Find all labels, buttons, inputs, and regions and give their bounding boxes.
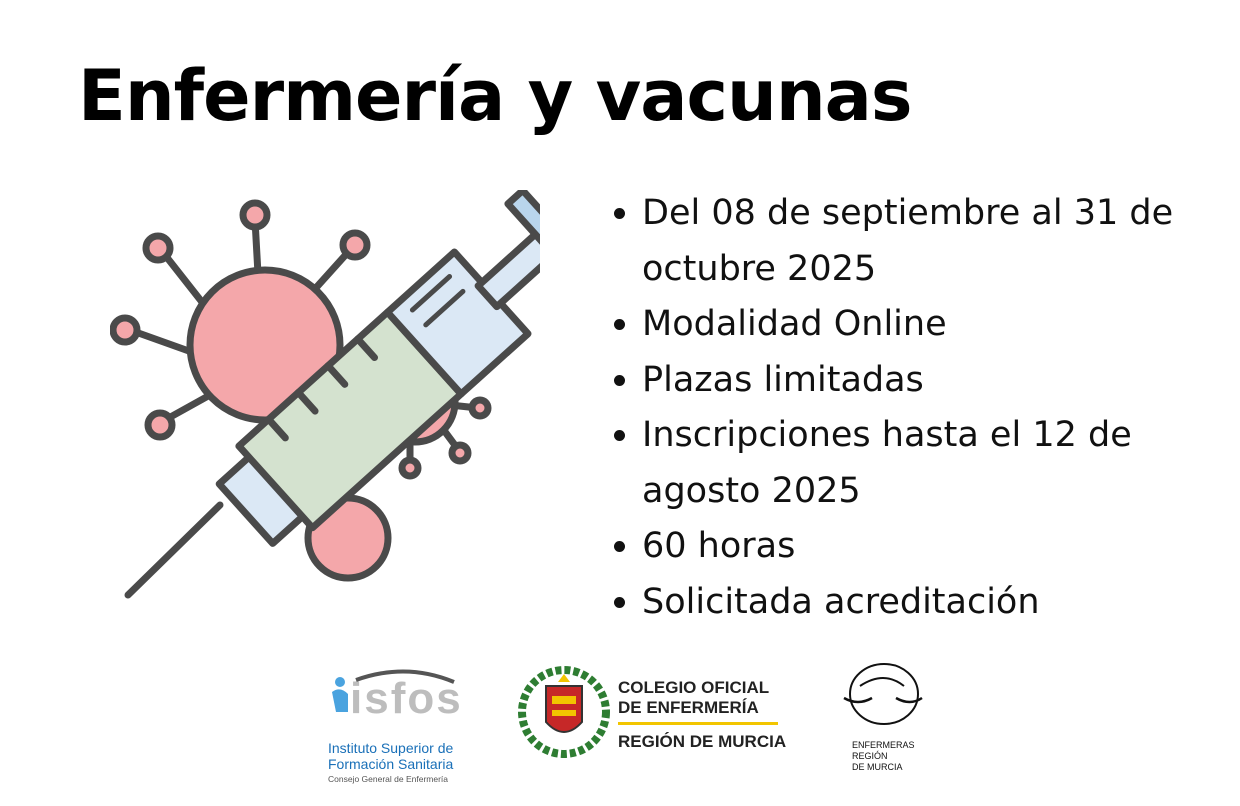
list-item-text: Modalidad Online [642, 304, 947, 344]
logos-footer [0, 650, 1240, 800]
page-title: Enfermería y vacunas [78, 55, 912, 137]
isfos-mark-icon [326, 668, 466, 728]
colegio-logo [518, 666, 788, 766]
list-item [610, 297, 1200, 353]
info-list [610, 186, 1200, 630]
colegio-line3: REGIÓN DE MURCIA [618, 732, 787, 751]
bullet-dot-icon [614, 597, 625, 608]
isfos-logo [326, 668, 466, 788]
list-item-text: Solicitada acreditación [642, 581, 1040, 622]
bullet-dot-icon [614, 319, 625, 330]
bullet-dot-icon [614, 375, 625, 386]
isfos-subtitle: Consejo General de Enfermería [328, 774, 449, 784]
bullet-dot-icon [614, 541, 625, 552]
list-item-text: 60 horas [642, 526, 796, 566]
list-item [610, 519, 1200, 575]
list-item [610, 186, 1200, 297]
enfermeras-line3: DE MURCIA [852, 762, 903, 772]
bullet-dot-icon [614, 208, 625, 219]
list-item-text: Plazas limitadas [642, 359, 924, 400]
colegio-line2: DE ENFERMERÍA [618, 698, 759, 717]
coat-of-arms-icon [518, 666, 610, 758]
list-item [610, 353, 1200, 409]
bullet-dot-icon [614, 430, 625, 441]
list-item-text: Inscripciones hasta el 12 de agosto 2025 [642, 415, 1132, 511]
enfermeras-line1: ENFERMERAS [852, 740, 915, 750]
hug-circle-icon [838, 656, 928, 736]
isfos-name-line1: Instituto Superior de [328, 740, 454, 756]
list-item [610, 408, 1200, 519]
list-item-text: Del 08 de septiembre al 31 de octubre 2025 [642, 193, 1174, 289]
list-item [610, 575, 1200, 631]
colegio-line1: COLEGIO OFICIAL [618, 678, 770, 697]
colegio-divider [618, 722, 778, 725]
enfermeras-logo [838, 656, 928, 776]
syringe-virus-icon [110, 190, 540, 610]
svg-text:isfos: isfos [350, 674, 463, 723]
enfermeras-line2: REGIÓN [852, 751, 888, 761]
isfos-name-line2: Formación Sanitaria [328, 756, 454, 772]
